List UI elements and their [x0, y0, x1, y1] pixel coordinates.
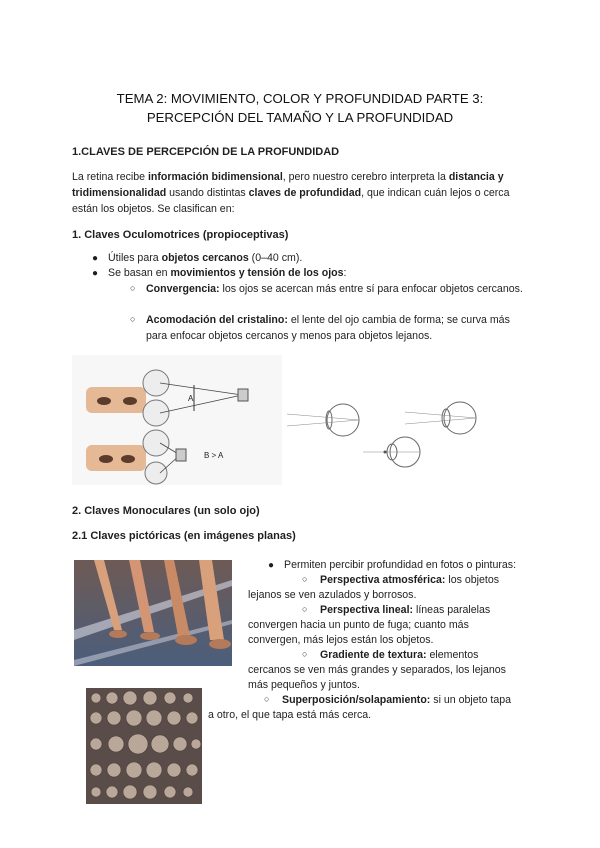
- text: Se basan en: [108, 267, 171, 279]
- section-heading-depth-cues: 1.CLAVES DE PERCEPCIÓN DE LA PROFUNDIDAD: [72, 146, 340, 158]
- list-item-eye-movement: [108, 266, 346, 282]
- intro-text-2: , pero nuestro cerebro interpreta la: [282, 171, 449, 183]
- item-texture-line2: cercanos se ven más grandes y separados, los lejanos: [248, 664, 506, 676]
- text: Útiles para: [108, 252, 162, 264]
- item-atmospheric-line1: [320, 573, 499, 589]
- bold: movimientos y tensión de los ojos: [170, 267, 344, 279]
- item-overlap-line2: a otro, el que tapa está más cerca.: [208, 709, 372, 721]
- intro-text-4: , que indican cuán lejos o cerca están los objetos. Se clasifican en:: [72, 187, 510, 215]
- intro-bold-1: información bidimensional: [147, 171, 283, 183]
- item-linear-line2: convergen hacia un punto de fuga; cuanto más: [248, 619, 469, 631]
- item-atmospheric-line2: lejanos se ven azulados y borrosos.: [248, 589, 417, 601]
- title-line-2: PERCEPCIÓN DEL TAMAÑO Y LA PROFUNDIDAD: [146, 110, 454, 125]
- bullet-dot: ●: [268, 560, 275, 571]
- intro-text-3: usando distintas: [166, 187, 249, 199]
- sub-bullet-circle: ○: [302, 574, 308, 584]
- item-linear-line1: [320, 603, 490, 619]
- bold: Superposición/solapamiento:: [282, 694, 431, 706]
- list-item-near-objects: [108, 251, 302, 267]
- list-item-accommodation: [146, 313, 532, 344]
- intro-bold-2: distancia y tridimensionalidad: [72, 171, 504, 199]
- fig1-label-b: B > A: [204, 451, 224, 460]
- sub-bullet-circle: ○: [264, 694, 270, 704]
- text: los ojos se acercan más entre sí para enfocar objetos cercanos.: [219, 283, 523, 295]
- item-texture-line3: más pequeños y juntos.: [248, 679, 360, 691]
- text: si un objeto tapa: [430, 694, 512, 706]
- bold: Perspectiva lineal:: [320, 604, 414, 616]
- sub-bullet-circle: ○: [130, 283, 136, 293]
- sub-bullet-circle: ○: [302, 649, 308, 659]
- pictorial-intro: Permiten percibir profundidad en fotos o pinturas:: [284, 559, 517, 571]
- intro-bold-3: claves de profundidad: [248, 187, 362, 199]
- item-texture-line1: [320, 648, 478, 664]
- heading-monocular: 2. Claves Monoculares (un solo ojo): [72, 505, 260, 517]
- sub-bullet-circle: ○: [130, 314, 136, 324]
- text: los objetos: [445, 574, 500, 586]
- convergence-illustration: [72, 355, 282, 485]
- title-line-1: TEMA 2: MOVIMIENTO, COLOR Y PROFUNDIDAD PARTE 3:: [116, 91, 484, 106]
- bold: objetos cercanos: [161, 252, 249, 264]
- text: elementos: [426, 649, 479, 661]
- list-item-convergence: [146, 282, 526, 298]
- bold: Acomodación del cristalino:: [146, 314, 288, 326]
- heading-oculomotor: 1. Claves Oculomotrices (propioceptivas): [72, 229, 289, 241]
- bullet-dot: ●: [92, 253, 99, 264]
- text: (0–40 cm).: [248, 252, 303, 264]
- bold: Perspectiva atmosférica:: [320, 574, 446, 586]
- text: líneas paralelas: [413, 604, 491, 616]
- accommodation-diagram: [285, 390, 510, 480]
- fig1-label-a: A: [188, 394, 194, 403]
- runners-photo: [74, 560, 232, 666]
- heading-pictorial: 2.1 Claves pictóricas (en imágenes planas): [72, 530, 296, 542]
- sub-bullet-circle: ○: [302, 604, 308, 614]
- intro-paragraph: [72, 169, 532, 217]
- op-art-texture-image: [86, 688, 202, 804]
- text: el lente del ojo cambia de forma; se curva más para enfocar objetos cercanos y menos para objetos lejanos.: [146, 314, 510, 342]
- bullet-dot: ●: [92, 268, 99, 279]
- bold: Gradiente de textura:: [320, 649, 427, 661]
- page-title: [60, 89, 540, 127]
- text: :: [343, 267, 347, 279]
- intro-text-1: La retina recibe: [72, 171, 148, 183]
- item-linear-line3: convergen, más lejos están los objetos.: [248, 634, 434, 646]
- item-overlap-line1: [282, 693, 511, 709]
- bold: Convergencia:: [146, 283, 220, 295]
